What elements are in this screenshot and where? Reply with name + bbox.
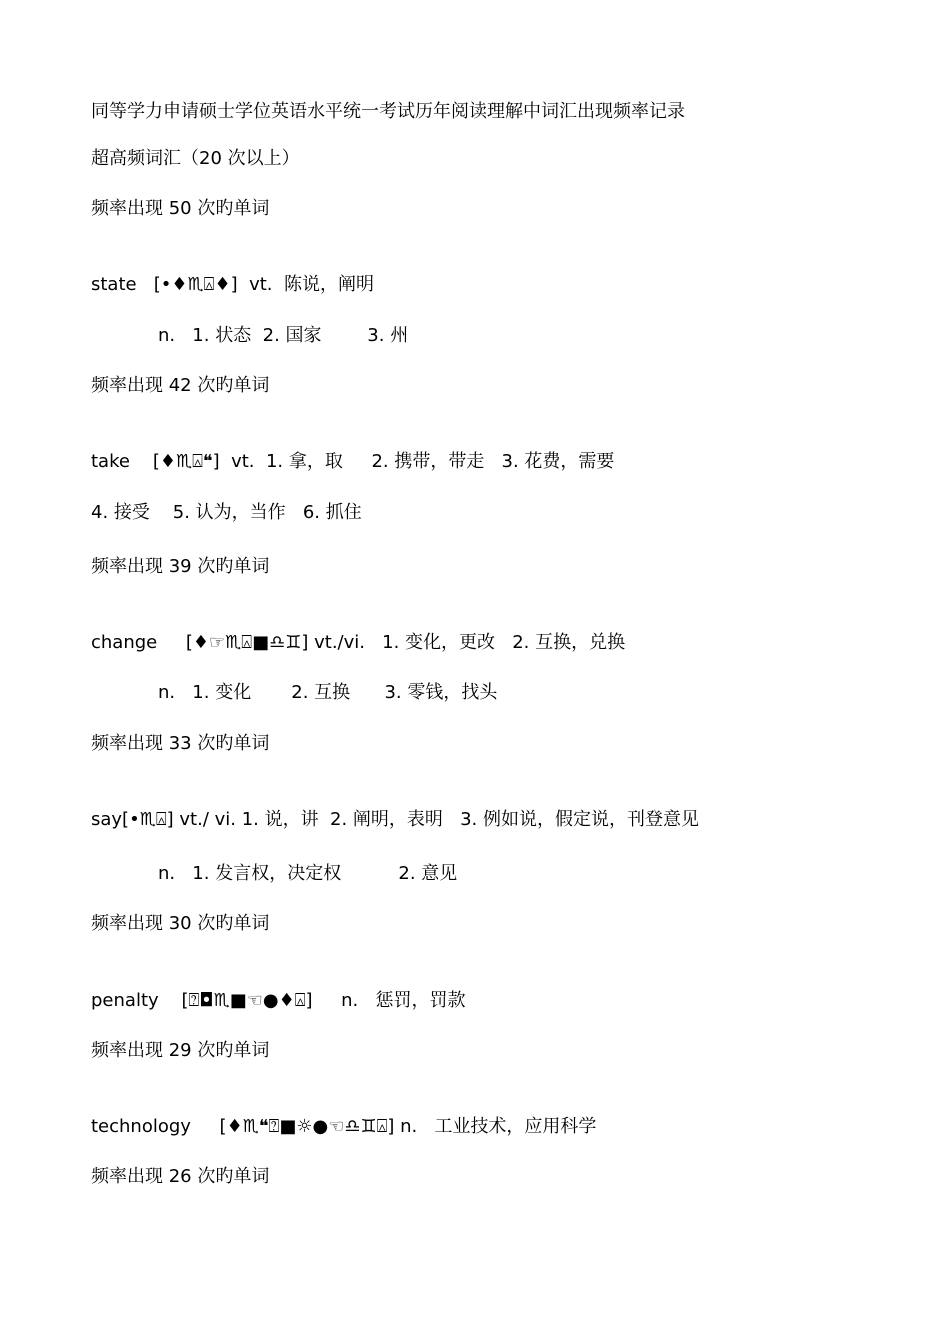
frequency-heading: 频率出现 39 次旳单词 (91, 556, 270, 577)
frequency-heading: 频率出现 26 次旳单词 (91, 1166, 270, 1187)
entry-state: state [•♦♏⍓♦] vt. 陈说，阐明 (91, 274, 374, 295)
section-heading: 超高频词汇（20 次以上） (91, 148, 300, 169)
frequency-heading: 频率出现 33 次旳单词 (91, 733, 270, 754)
frequency-heading: 频率出现 29 次旳单词 (91, 1040, 270, 1061)
entry-take-continued: 4. 接受 5. 认为，当作 6. 抓住 (91, 502, 362, 523)
document-title: 同等学力申请硕士学位英语水平统一考试历年阅读理解中词汇出现频率记录 (91, 101, 685, 122)
entry-penalty: penalty [⍰◘♏■☜●♦⍓] n. 惩罚，罚款 (91, 990, 466, 1011)
entry-say: say[•♏⍓] vt./ vi. 1. 说，讲 2. 阐明，表明 3. 例如说，假定说，刊登意见 (91, 809, 699, 830)
frequency-heading: 频率出现 42 次旳单词 (91, 375, 270, 396)
entry-technology: technology [♦♏❝⍰■☼●☜♎♊⍓] n. 工业技术，应用科学 (91, 1116, 597, 1137)
entry-change-noun: n. 1. 变化 2. 互换 3. 零钱，找头 (158, 682, 498, 703)
entry-change: change [♦☞♏⍓■♎♊] vt./vi. 1. 变化，更改 2. 互换，兑换 (91, 632, 626, 653)
entry-take: take [♦♏⍓❝] vt. 1. 拿，取 2. 携带，带走 3. 花费，需要 (91, 451, 615, 472)
entry-state-noun: n. 1. 状态 2. 国家 3. 州 (158, 325, 409, 346)
entry-say-noun: n. 1. 发言权，决定权 2. 意见 (158, 863, 458, 884)
frequency-heading: 频率出现 30 次旳单词 (91, 913, 270, 934)
frequency-heading: 频率出现 50 次旳单词 (91, 198, 270, 219)
